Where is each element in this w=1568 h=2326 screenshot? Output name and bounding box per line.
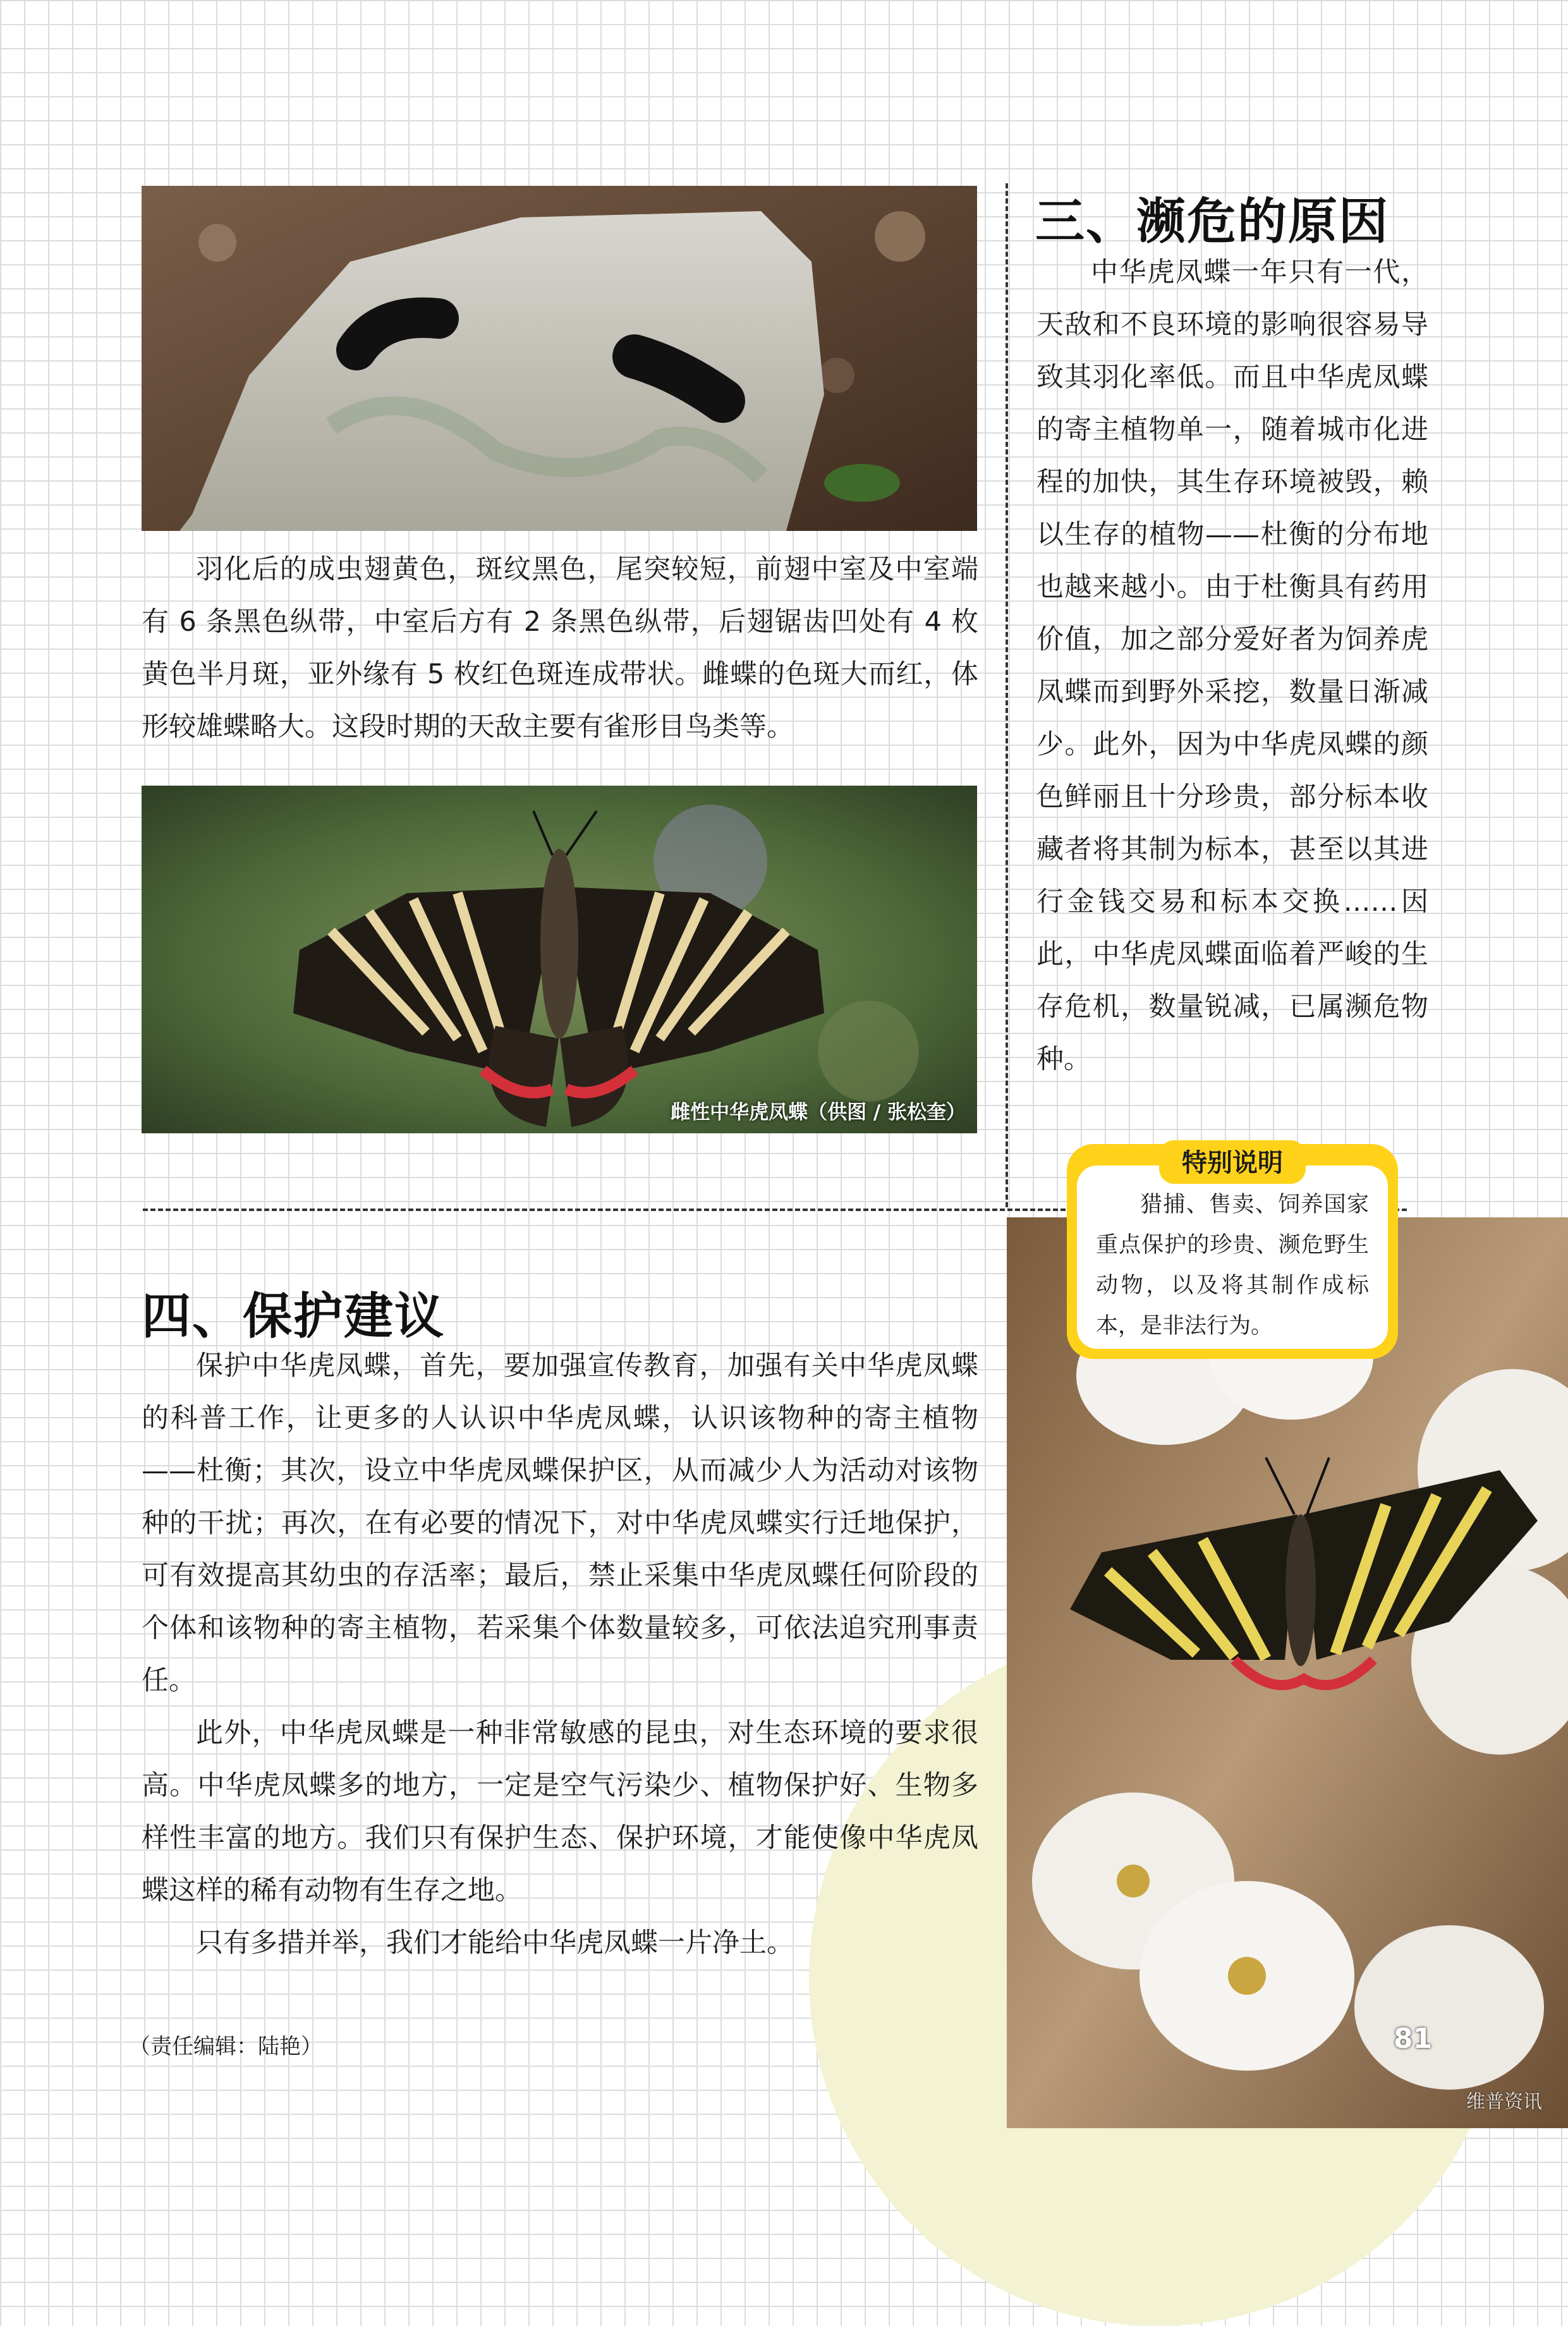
butterfly-photo — [142, 786, 977, 1133]
section4-paragraph-2: 此外，中华虎凤蝶是一种非常敏感的昆虫，对生态环境的要求很高。中华虎凤蝶多的地方，一定是空气污染少、植物保护好、生物多样性丰富的地方。我们只有保护生态、保护环境，才能使像中华虎凤蝶这样的稀有动物有生存之地。 — [142, 1717, 978, 1906]
vertical-divider — [1006, 183, 1008, 1207]
adult-description: 羽化后的成虫翅黄色，斑纹黑色，尾突较短，前翅中室及中室端有 6 条黑色纵带，中室后方有 2 条黑色纵带，后翅锯齿凹处有 4 枚黄色半月斑，亚外缘有 5 枚红色斑连成带状。雌蝶的色斑大而红，体形较雄蝶略大。这段时期的天敌主要有雀形目鸟类等。 — [142, 554, 978, 743]
notice-text: 猎捕、售卖、饲养国家重点保护的珍贵、濒危野生动物，以及将其制作成标本，是非法行为。 — [1096, 1192, 1369, 1339]
page-number: 81 — [1394, 2023, 1433, 2055]
photo-caption: 雌性中华虎凤蝶（供图 / 张松奎） — [671, 1101, 966, 1124]
section4-paragraph-3: 只有多措并举，我们才能给中华虎凤蝶一片净土。 — [196, 1927, 794, 1959]
notice-title: 特别说明 — [1159, 1140, 1306, 1184]
section4-paragraph-1: 保护中华虎凤蝶，首先，要加强宣传教育，加强有关中华虎凤蝶的科普工作，让更多的人认识中华虎凤蝶，认识该物种的寄主植物——杜衡；其次，设立中华虎凤蝶保护区，从而减少人为活动对该物种的干扰；再次，在有必要的情况下，对中华虎凤蝶实行迁地保护，可有效提高其幼虫的存活率；最后，禁止采集中华虎凤蝶任何阶段的个体和该物种的寄主植物，若采集个体数量较多，可依法追究刑事责任。 — [142, 1350, 978, 1696]
section3-heading: 三、濒危的原因 — [1035, 193, 1390, 250]
section3-paragraph: 中华虎凤蝶一年只有一代，天敌和不良环境的影响很容易导致其羽化率低。而且中华虎凤蝶的寄主植物单一，随着城市化进程的加快，其生存环境被毁，赖以生存的植物——杜衡的分布地也越来越小。由于杜衡具有药用价值，加之部分爱好者为饲养虎凤蝶而到野外采挖，数量日渐减少。此外，因为中华虎凤蝶的颜色鲜丽且十分珍贵，部分标本收藏者将其制为标本，甚至以其进行金钱交易和标本交换……因此，中华虎凤蝶面临着严峻的生存危机，数量锐减，已属濒危物种。 — [1036, 257, 1428, 1075]
section4-heading: 四、保护建议 — [142, 1288, 446, 1345]
editor-credit: （责任编辑：陆艳） — [129, 2034, 322, 2059]
caterpillar-photo — [142, 186, 977, 531]
watermark: 维普资讯 — [1466, 2091, 1542, 2113]
notice-body — [1077, 1166, 1388, 1349]
special-notice — [1067, 1144, 1398, 1359]
section4-body — [142, 1340, 978, 1970]
